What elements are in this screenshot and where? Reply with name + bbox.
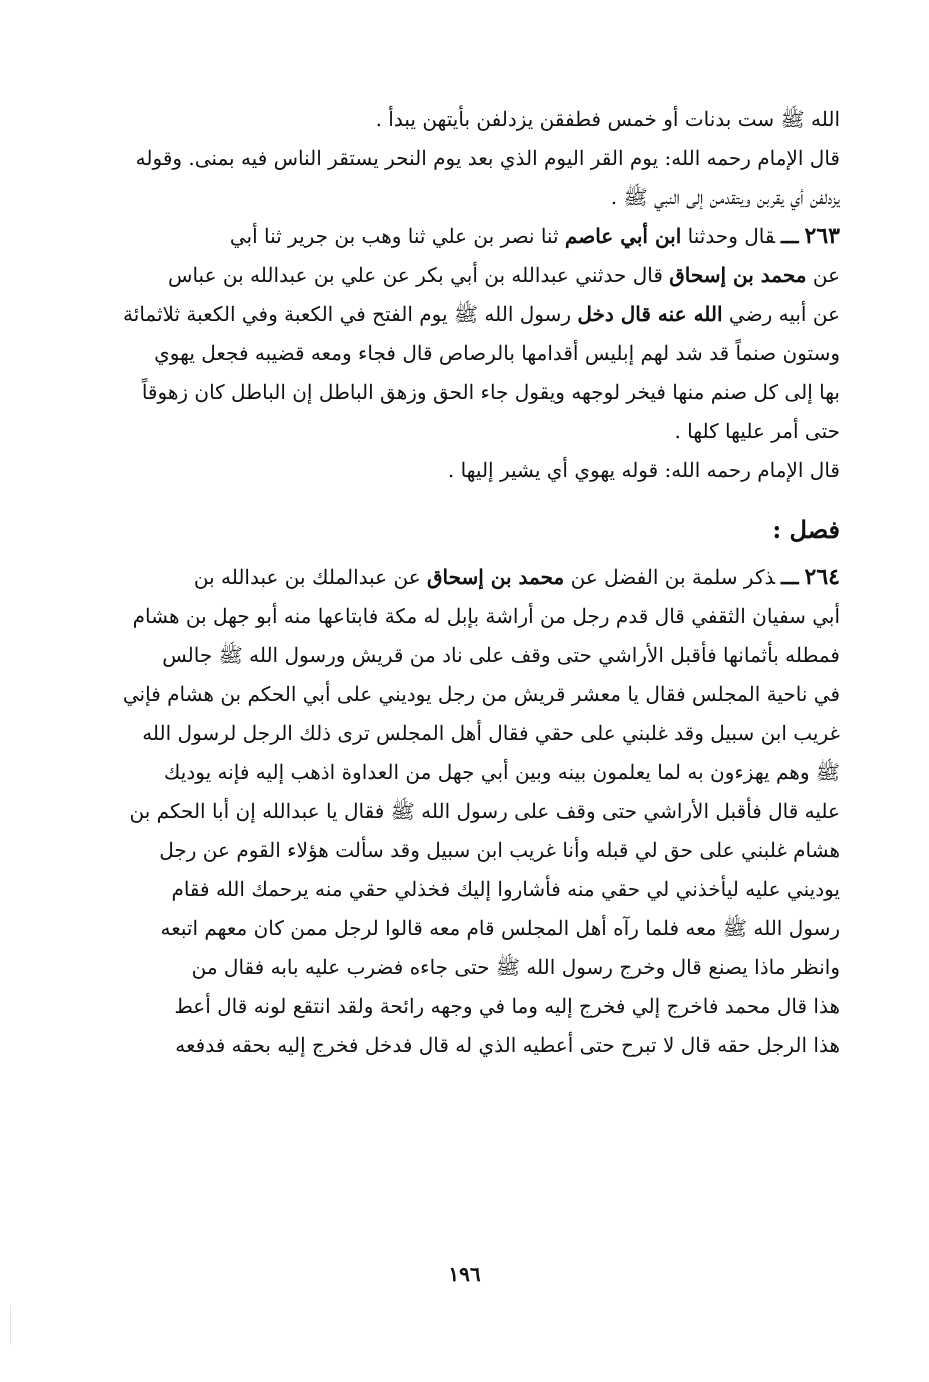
page-body — [90, 100, 840, 1065]
text-line: بها إلى كل صنم منها فيخر لوجهه ويقول جاء الحق وزهق الباطل إن الباطل كان زهوقاً — [141, 380, 840, 404]
scan-edge-mark — [10, 1305, 11, 1345]
text-line: يزدلفن أي يقربن ويتقدمن إلى النبي ﷺ . — [610, 185, 840, 209]
bold-phrase: الله عنه قال دخل — [577, 302, 723, 326]
text-run: رسول الله ﷺ يوم الفتح في الكعبة وفي الكعبة ثلاثمائة — [123, 302, 578, 326]
text-line: قال الإمام رحمه الله: قوله يهوي أي يشير إليها . — [447, 458, 840, 482]
text-line: وانظر ماذا يصنع قال وخرج رسول الله ﷺ حتى جاءه فضرب عليه بابه فقال من — [191, 955, 840, 979]
text-run: ذكر سلمة بن الفضل عن — [564, 565, 775, 589]
text-line — [90, 256, 840, 295]
text-line — [90, 558, 840, 597]
text-line: وستون صنماً قد شد لهم إبليس أقدامها بالرصاص قال فجاء ومعه قضيبه فجعل يهوي — [154, 341, 840, 365]
paragraph-0 — [90, 100, 840, 139]
text-line: الله ﷺ ست بدنات أو خمس فطفقن يزدلفن بأيتهن يبدأ . — [375, 107, 840, 131]
paragraph-1 — [90, 139, 840, 217]
text-line: رسول الله ﷺ معه فلما رآه أهل المجلس قام معه قالوا لرجل ممن كان معهم اتبعه — [160, 916, 840, 940]
text-line — [90, 217, 840, 256]
section-heading: فصل : — [772, 515, 840, 544]
narrator-name: محمد بن إسحاق — [669, 263, 807, 287]
text-run: قال وحدثنا — [681, 224, 775, 248]
text-run: عن أبيه رضي — [722, 302, 840, 326]
number-dash: ـــ — [780, 224, 799, 248]
text-line: عليه قال فأقبل الأراشي حتى وقف على رسول الله ﷺ فقال يا عبدالله إن أبا الحكم بن — [129, 799, 840, 823]
text-line: يوديني عليه ليأخذني لي حقي منه فأشاروا إليك فخذلي حقي منه يرحمك الله فقام — [171, 877, 840, 901]
paragraph-commentary — [90, 451, 840, 490]
narrator-name: محمد بن إسحاق — [427, 565, 565, 589]
text-line: فمطله بأثمانها فأقبل الأراشي حتى وقف على ناد من قريش ورسول الله ﷺ جالس — [162, 643, 840, 667]
text-run: عن — [806, 263, 840, 287]
text-run: قال حدثني عبدالله بن أبي بكر عن علي بن عبدالله بن عباس — [168, 263, 670, 287]
text-line: هشام غلبني على حق لي قبله وأنا غريب ابن سبيل وقد سألت هؤلاء القوم عن رجل — [159, 838, 840, 862]
text-line: هذا الرجل حقه قال لا تبرح حتى أعطيه الذي له قال فدخل فخرج إليه بحقه فدفعه — [175, 1033, 840, 1057]
text-run: ثنا نصر بن علي ثنا وهب بن جرير ثنا أبي — [229, 224, 565, 248]
text-line: في ناحية المجلس فقال يا معشر قريش من رجل يوديني على أبي الحكم بن هشام فإني — [122, 682, 840, 706]
text-line: حتى أمر عليها كلها . — [674, 419, 840, 443]
paragraph-263 — [90, 217, 840, 451]
hadith-number: ٢٦٤ — [804, 564, 840, 590]
text-line: ﷺ وهم يهزءون به لما يعلمون بينه وبين أبي جهل من العداوة اذهب إليه فإنه يوديك — [163, 760, 840, 784]
text-line — [90, 295, 840, 334]
text-line: قال الإمام رحمه الله: يوم القر اليوم الذي بعد يوم النحر يستقر الناس فيه بمنى. وقوله — [135, 146, 840, 170]
page-number: ١٩٦ — [448, 1262, 481, 1286]
text-line: أبي سفيان الثقفي قال قدم رجل من أراشة بإبل له مكة فابتاعها منه أبو جهل بن هشام — [132, 604, 840, 628]
text-run: عن عبدالملك بن عبدالله بن — [193, 565, 427, 589]
narrator-name: ابن أبي عاصم — [564, 224, 682, 248]
paragraph-264 — [90, 558, 840, 1065]
text-line: هذا قال محمد فاخرج إلي فخرج إليه وما في وجهه رائحة ولقد انتقع لونه قال أعط — [174, 994, 840, 1018]
text-line: غريب ابن سبيل وقد غلبني على حقي فقال أهل المجلس ترى ذلك الرجل لرسول الله — [142, 721, 840, 745]
hadith-number: ٢٦٣ — [804, 223, 840, 249]
number-dash: ـــ — [780, 565, 799, 589]
